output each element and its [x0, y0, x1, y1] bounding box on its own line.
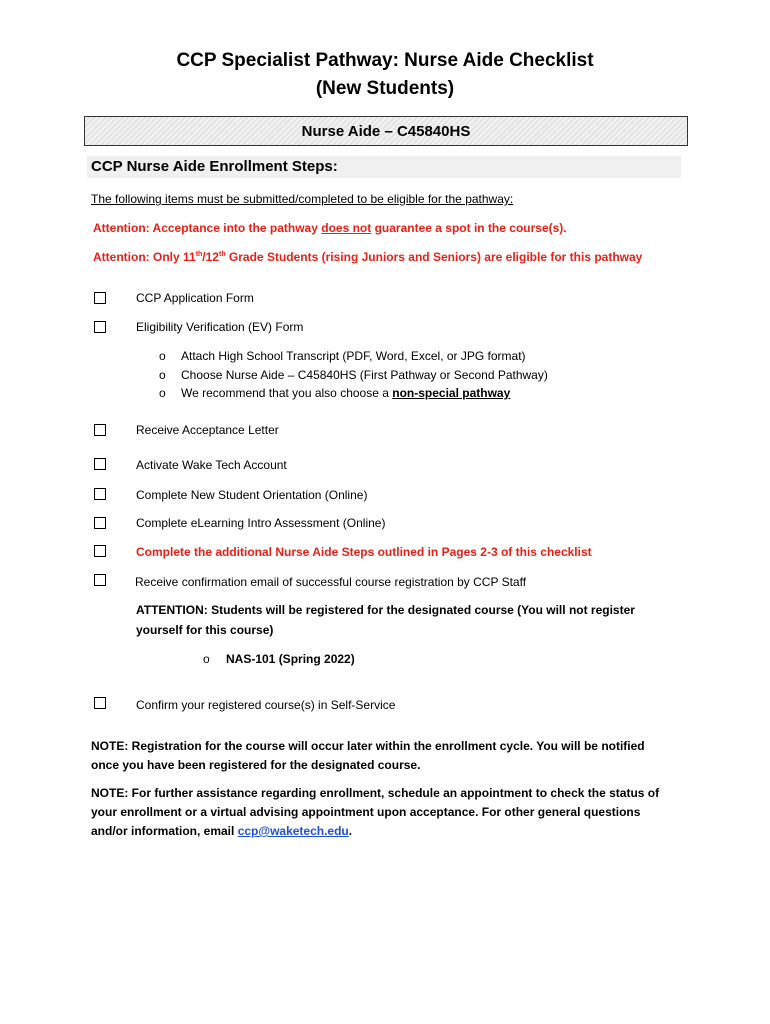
attention-acceptance-post: guarantee a spot in the course(s). [371, 221, 567, 235]
note2-line3 [91, 824, 352, 838]
note2-line1: NOTE: For further assistance regarding enrollment, schedule an appointment to check the status of [91, 786, 660, 800]
pathway-banner: Nurse Aide – C45840HS [84, 116, 688, 146]
item-application-form: CCP Application Form [136, 291, 254, 305]
attention-grades-c: Grade Students (rising Juniors and Seniors) are eligible for this pathway [225, 250, 643, 264]
attention-grades [93, 250, 642, 264]
item-activate-account: Activate Wake Tech Account [136, 458, 287, 472]
bullet-icon: o [203, 652, 210, 666]
attention-grades-b: /12 [202, 250, 219, 264]
note1-line2: once you have been registered for the designated course. [91, 758, 421, 772]
subitem-transcript: Attach High School Transcript (PDF, Word, Excel, or JPG format) [181, 349, 526, 363]
checkbox-elearning[interactable] [94, 517, 106, 529]
course-code: NAS-101 (Spring 2022) [226, 652, 355, 666]
registration-attention-line1: ATTENTION: Students will be registered for the designated course (You will not register [136, 603, 635, 617]
attention-grades-a: Attention: Only 11 [93, 250, 196, 264]
bullet-icon: o [159, 349, 166, 363]
section-heading: CCP Nurse Aide Enrollment Steps: [87, 156, 681, 178]
attention-acceptance [93, 221, 567, 235]
subitem-recommend [181, 386, 510, 400]
subitem-recommend-emphasis: non-special pathway [392, 386, 511, 400]
checkbox-ev-form[interactable] [94, 321, 106, 333]
intro-text: The following items must be submitted/completed to be eligible for the pathway: [91, 192, 514, 206]
email-link[interactable]: ccp@waketech.edu [237, 824, 349, 838]
attention-acceptance-emphasis: does not [321, 221, 372, 235]
note2-line3-post: . [348, 824, 353, 838]
item-orientation: Complete New Student Orientation (Online) [136, 488, 368, 502]
bullet-icon: o [159, 386, 166, 400]
page-title: CCP Specialist Pathway: Nurse Aide Checklist [176, 50, 594, 71]
checkbox-acceptance-letter[interactable] [94, 424, 106, 436]
checkbox-orientation[interactable] [94, 488, 106, 500]
attention-grades-sup2: th [218, 251, 226, 258]
checkbox-application-form[interactable] [94, 292, 106, 304]
item-elearning: Complete eLearning Intro Assessment (Online) [136, 516, 386, 530]
item-confirm-registration: Confirm your registered course(s) in Self-Service [136, 698, 396, 712]
item-ev-form: Eligibility Verification (EV) Form [136, 320, 304, 334]
checkbox-additional-steps[interactable] [94, 545, 106, 557]
subitem-choose-pathway: Choose Nurse Aide – C45840HS (First Pathway or Second Pathway) [181, 368, 548, 382]
item-acceptance-letter: Receive Acceptance Letter [136, 423, 279, 437]
bullet-icon: o [159, 368, 166, 382]
subitem-recommend-pre: We recommend that you also choose a [181, 386, 393, 400]
item-additional-steps: Complete the additional Nurse Aide Steps outlined in Pages 2-3 of this checklist [136, 545, 592, 559]
checkbox-activate-account[interactable] [94, 458, 106, 470]
checkbox-confirmation-email[interactable] [94, 574, 106, 586]
item-confirmation-email: Receive confirmation email of successful course registration by CCP Staff [135, 575, 527, 589]
note1-line1: NOTE: Registration for the course will occur later within the enrollment cycle. You will be notified [91, 739, 645, 753]
attention-acceptance-pre: Attention: Acceptance into the pathway [93, 221, 322, 235]
note2-line2: your enrollment or a virtual advising appointment upon acceptance. For other general questions [91, 805, 641, 819]
note2-line3-pre: and/or information, email [91, 824, 238, 838]
registration-attention-line2: yourself for this course) [136, 623, 274, 637]
page-subtitle: (New Students) [315, 78, 455, 99]
checkbox-confirm-registration[interactable] [94, 697, 106, 709]
attention-grades-sup1: th [195, 251, 203, 258]
